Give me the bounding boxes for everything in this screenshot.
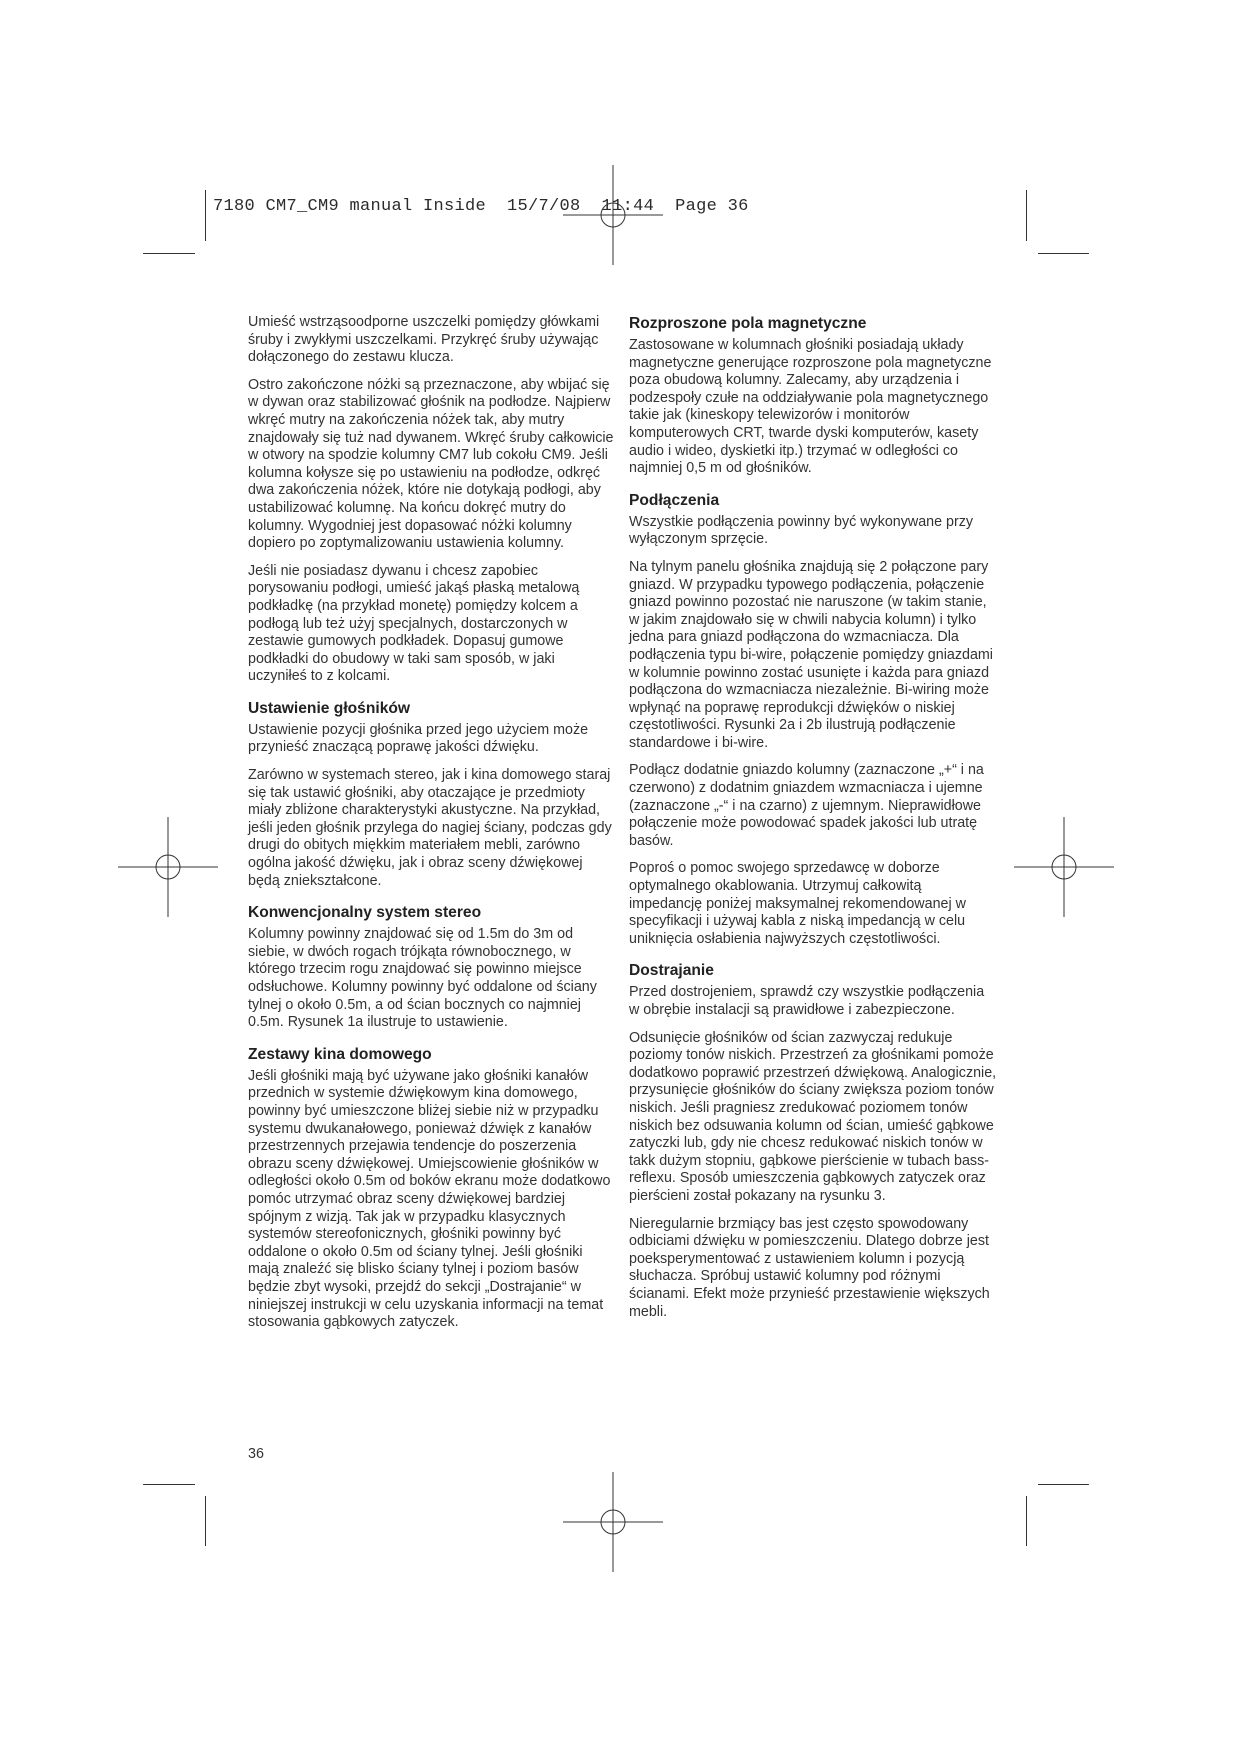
paragraph-spikes: Ostro zakończone nóżki są przeznaczone, aby wbijać się w dywan oraz stabilizować głośnik na podłodze. Najpierw wkręć mutry na zakończenia nóżek tak, aby mutry znajdowały się tuż nad dywanem. Wkręć śruby całkowicie w otwory na spodzie kolumny CM7 lub cokołu CM9. Jeśli kolumna kołysze się po ustawieniu na podłodze, odkręć dwa zakończenia nóżek, które nie dotykają podłogi, aby ustabilizować kolumnę. Na końcu dokręć mutry do kolumny. Wygodniej jest dopasować nóżki kolumny dopiero po zoptymalizowaniu ustawienia kolumny. (248, 376, 614, 552)
heading-connections: Podłączenia (629, 491, 720, 509)
registration-mark-left-icon (118, 817, 218, 917)
crop-mark-bottom-left-horizontal (143, 1484, 195, 1485)
paragraph-bass-level: Odsunięcie głośników od ścian zazwyczaj redukuje poziomy tonów niskich. Przestrzeń za głośnikami pomoże dodatkowo poprawić przestrzeń dźwiękową. Analogicznie, przysunięcie głośników do ściany zwiększa poziom tonów niskich. Jeśli pragniesz zredukować poziomem tonów niskich bez odsuwania kolumn od ścian, umieść gąbkowe zatyczki lub, gdy nie chcesz redukować niskich tonów w takk dużym stopniu, gąbkowe pierścienie w tubach bass-reflexu. Sposób umieszczenia gąbkowych zatyczek oraz pierścieni został pokazany na rysunku 3. (629, 1029, 997, 1204)
crop-mark-top-left-vertical (205, 190, 206, 241)
paragraph-placement-surroundings: Zarówno w systemach stereo, jak i kina domowego staraj się tak ustawić głośniki, aby otaczające je przedmioty miały zbliżone charakterystyki akustyczne. Na przykład, jeśli jeden głośnik przylega do nagiej ściany, podczas gdy drugi do obitych miękkim materiałem mebli, zarówno ogólna jakość dźwięku, jak i obraz sceny dźwiękowej będą zniekształcone. (248, 767, 612, 889)
crop-mark-bottom-right-vertical (1026, 1496, 1027, 1546)
paragraph-bi-wire: Na tylnym panelu głośnika znajdują się 2 połączone pary gniazd. W przypadku typowego podłączenia, połączenie gniazd powinno pozostać nie naruszone (w takim stanie, w jakim znajdowało się w chwili nabycia kolumn) i tylko jedna para gniazd podłączona do wzmacniacza. Dla podłączenia typu bi-wire, połączenie pomiędzy gniazdami w kolumnie powinno zostać usunięte i każda para gniazd podłączona do wzmacniacza niezależnie. Bi-wiring może wpłynąć na poprawę reprodukcji dźwięków o niskiej częstotliwości. Rysunki 2a i 2b ilustrują podłączenie standardowe i bi-wire. (629, 558, 993, 751)
registration-mark-bottom-icon (563, 1472, 663, 1572)
page-number: 36 (248, 1446, 264, 1462)
crop-mark-top-right-horizontal (1038, 253, 1089, 254)
paragraph-cabling: Poproś o pomoc swojego sprzedawcę w doborze optymalnego okablowania. Utrzymuj całkowitą impedancję poniżej maksymalnej rekomendowanej w specyfikacji i używaj kabla z niską impedancją w celu uniknięcia osłabienia najwyższych częstotliwości. (629, 860, 966, 947)
right-column (629, 314, 997, 1331)
heading-home-theatre: Zestawy kina domowego (248, 1045, 432, 1063)
paragraph-room-reflections: Nieregularnie brzmiący bas jest często spowodowany odbiciami dźwięku w pomieszczeniu. Dlatego dobrze jest poeksperymentować z ustawieniem kolumn i pozycją słuchacza. Spróbuj ustawić kolumny pod różnymi ścianami. Efekt może przynieść przestawienie większych mebli. (629, 1215, 990, 1320)
paragraph-tuning-check: Przed dostrojeniem, sprawdź czy wszystkie podłączenia w obrębie instalacji są prawidłowe i zabezpieczone. (629, 984, 985, 1018)
crop-mark-bottom-left-vertical (205, 1496, 206, 1546)
heading-speaker-placement: Ustawienie głośników (248, 699, 411, 717)
crop-mark-bottom-right-horizontal (1038, 1484, 1089, 1485)
print-slug: 7180 CM7_CM9 manual Inside 15/7/08 11:44 Page 36 (213, 197, 749, 216)
paragraph-floor-protection: Jeśli nie posiadasz dywanu i chcesz zapobiec porysowaniu podłogi, umieść jakąś płaską metalową podkładkę (na przykład monetę) pomiędzy kolcem a podłogą lub też użyj specjalnych, dostarczonych w zestawie gumowych podkładek. Dopasuj gumowe podkładki do obudowy w taki sam sposób, w jaki uczyniłeś to z kolcami. (248, 562, 580, 685)
paragraph-magnetic-fields: Zastosowane w kolumnach głośniki posiadają układy magnetyczne generujące rozproszone pola magnetyczne poza obudową kolumny. Zalecamy, aby urządzenia i podzespoły czułe na oddziaływanie pola magnetycznego takie jak (kineskopy telewizorów i monitorów komputerowych CRT, twarde dyski komputerów, kasety audio i wideo, dyskietki itp.) trzymać w odległości co najmniej 0,5 m od głośników. (629, 337, 992, 477)
paragraph-polarity: Podłącz dodatnie gniazdo kolumny (zaznaczone „+“ i na czerwono) z dodatnim gniazdem wzmacniacza i ujemne (zaznaczone „-“ i na czarno) z ujemnym. Nieprawidłowe połączenie może powodować spadek jakości lub utratę basów. (629, 762, 984, 849)
crop-mark-top-left-horizontal (143, 253, 195, 254)
heading-conventional-stereo: Konwencjonalny system stereo (248, 904, 482, 922)
paragraph-home-theatre: Jeśli głośniki mają być używane jako głośniki kanałów przednich w systemie dźwiękowym kina domowego, powinny być umieszczone bliżej siebie niż w przypadku systemu dwukanałowego, ponieważ dźwięk z kanałów przestrzennych przejawia tendencje do poszerzenia obrazu sceny dźwiękowej. Umiejscowienie głośników w odległości około 0.5m od boków ekranu może dodatkowo pomóc utrzymać obraz sceny dźwiękowej bardziej spójnym z wizją. Tak jak w przypadku klasycznych systemów stereofonicznych, głośniki powinny być oddalone o około 0.5m od ściany tylnej. Jeśli głośniki mają znaleźć się blisko ściany tylnej i poziom basów będzie zbyt wysoki, przejdź do sekcji „Dostrajanie“ w niniejszej instrukcji w celu uzyskania informacji na temat stosowania gąbkowych zatyczek. (248, 1067, 611, 1331)
registration-mark-top-icon (563, 165, 663, 265)
heading-magnetic-fields: Rozproszone pola magnetyczne (629, 315, 867, 332)
crop-mark-top-right-vertical (1026, 190, 1027, 241)
paragraph-washers: Umieść wstrząsoodporne uszczelki pomiędzy główkami śruby i zwykłymi uszczelkami. Przykręć śruby używając dołączonego do zestawu klucza. (248, 314, 600, 366)
heading-fine-tuning: Dostrajanie (629, 962, 714, 980)
registration-mark-right-icon (1014, 817, 1114, 917)
paragraph-connections-power-off: Wszystkie podłączenia powinny być wykonywane przy wyłączonym sprzęcie. (629, 513, 974, 548)
paragraph-placement-intro: Ustawienie pozycji głośnika przed jego użyciem może przynieść znaczącą poprawę jakości dźwięku. (248, 721, 589, 756)
left-column (248, 314, 616, 1342)
paragraph-stereo-setup: Kolumny powinny znajdować się od 1.5m do 3m od siebie, w dwóch rogach trójkąta równobocznego, w którego trzecim rogu znajdować się powinno miejsce odsłuchowe. Kolumny powinny być oddalone od ściany tylnej o około 0.5m, a od ścian bocznych co najmniej 0.5m. Rysunek 1a ilustruje to ustawienie. (248, 926, 597, 1031)
